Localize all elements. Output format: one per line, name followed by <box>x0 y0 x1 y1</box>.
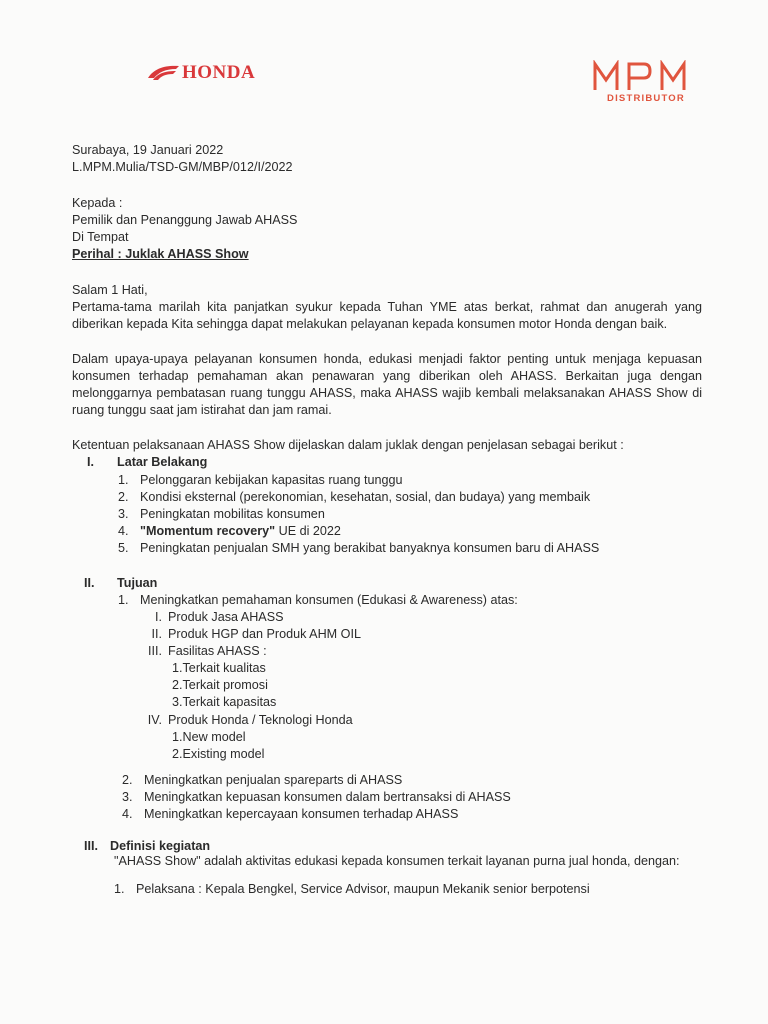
intro-line: Ketentuan pelaksanaan AHASS Show dijelaskan dalam juklak dengan penjelasan sebagai berikut : <box>72 438 624 452</box>
list-item <box>118 489 591 506</box>
list-item <box>118 506 325 523</box>
paragraph1-line: Pertama-tama marilah kita panjatkan syukur kepada Tuhan YME atas berkat, rahmat dan anugerah yang <box>72 300 702 314</box>
honda-logo-text: HONDA <box>182 62 256 83</box>
item-text: Meningkatkan penjualan spareparts di AHASS <box>144 773 403 787</box>
item-number: 1. <box>118 593 129 607</box>
item-text: Pelonggaran kebijakan kapasitas ruang tunggu <box>140 473 403 487</box>
item-text: Meningkatkan kepuasan konsumen dalam bertransaksi di AHASS <box>144 790 511 804</box>
section3-description: "AHASS Show" adalah aktivitas edukasi kepada konsumen terkait layanan purna jual honda, dengan: <box>114 854 680 868</box>
sub-sub-number: 2. <box>172 747 183 761</box>
sub-text: Produk Jasa AHASS <box>168 610 284 624</box>
item-text: Peningkatan mobilitas konsumen <box>140 507 325 521</box>
section1-numeral: I. <box>87 455 94 469</box>
sub-sub-number: 1. <box>172 730 183 744</box>
sub-sub-number: 2. <box>172 678 183 692</box>
section2-numeral: II. <box>84 576 95 590</box>
list-item <box>118 523 341 540</box>
paragraph2-line: Dalam upaya-upaya pelayanan konsumen honda, edukasi menjadi faktor penting untuk menjaga kepuasan <box>72 352 702 366</box>
honda-logo <box>146 62 255 84</box>
subject: Perihal : Juklak AHASS Show <box>72 247 249 261</box>
letter-date: Surabaya, 19 Januari 2022 <box>72 143 224 157</box>
sub-sub-text: New model <box>182 730 246 744</box>
paragraph2-line: konsumen terhadap pemahaman akan penawaran yang diberikan oleh AHASS. Berkaitan juga dengan <box>72 369 702 383</box>
item-bold-text: "Momentum recovery" <box>140 524 276 538</box>
paragraph2 <box>72 351 702 419</box>
item-text: Pelaksana : Kepala Bengkel, Service Advisor, maupun Mekanik senior berpotensi <box>136 882 590 896</box>
sub-sub-text: Existing model <box>182 747 265 761</box>
letter-reference: L.MPM.Mulia/TSD-GM/MBP/012/I/2022 <box>72 160 293 174</box>
sub-sub-item <box>172 746 264 763</box>
sub-sub-number: 1. <box>172 661 183 675</box>
list-item <box>122 789 511 806</box>
list-item <box>118 592 518 609</box>
sub-text: Fasilitas AHASS : <box>168 644 267 658</box>
item-number: 4. <box>118 524 129 538</box>
sub-sub-item <box>172 660 266 677</box>
section3-title: Definisi kegiatan <box>110 839 211 853</box>
item-text: Meningkatkan kepercayaan konsumen terhadap AHASS <box>144 807 459 821</box>
sub-sub-text: Terkait kapasitas <box>182 695 277 709</box>
recipient: Pemilik dan Penanggung Jawab AHASS <box>72 213 298 227</box>
item-text: Meningkatkan pemahaman konsumen (Edukasi & Awareness) atas: <box>140 593 518 607</box>
greeting: Salam 1 Hati, <box>72 283 148 297</box>
item-number: 3. <box>122 790 133 804</box>
greeting-block <box>72 282 702 333</box>
location: Di Tempat <box>72 230 129 244</box>
section3-numeral: III. <box>84 839 98 853</box>
list-item <box>114 881 590 898</box>
item-number: 1. <box>118 473 129 487</box>
sub-number: I. <box>155 610 162 624</box>
recipient-block <box>72 195 702 263</box>
honda-wing-icon <box>146 64 180 82</box>
item-text: Peningkatan penjualan SMH yang berakibat banyaknya konsumen baru di AHASS <box>140 541 600 555</box>
paragraph2-line: ruang tunggu saat jam istirahat dan jam ramai. <box>72 403 332 417</box>
item-number: 2. <box>118 490 129 504</box>
sub-sub-item <box>172 677 268 694</box>
sub-sub-item <box>172 694 276 711</box>
mpm-logo <box>584 60 696 104</box>
sub-number: II. <box>151 627 162 641</box>
sub-number: III. <box>148 644 162 658</box>
sub-text: Produk Honda / Teknologi Honda <box>168 713 353 727</box>
item-number: 5. <box>118 541 129 555</box>
list-item <box>118 472 403 489</box>
sub-sub-number: 3. <box>172 695 183 709</box>
paragraph1-line: diberikan kepada Kita sehingga dapat melakukan pelayanan kepada konsumen motor Honda dengan baik. <box>72 317 668 331</box>
section2-title: Tujuan <box>117 576 158 590</box>
sub-sub-text: Terkait promosi <box>182 678 268 692</box>
sub-number: IV. <box>147 713 162 727</box>
item-number: 1. <box>114 882 125 896</box>
sub-sub-text: Terkait kualitas <box>182 661 266 675</box>
list-item <box>122 806 459 823</box>
letter-meta <box>72 142 702 176</box>
list-item <box>118 540 600 557</box>
section1-title: Latar Belakang <box>117 455 208 469</box>
item-text: UE di 2022 <box>275 524 341 538</box>
mpm-logo-subtitle: DISTRIBUTOR <box>607 93 685 104</box>
to-label: Kepada : <box>72 196 123 210</box>
sub-sub-item <box>172 729 246 746</box>
item-number: 3. <box>118 507 129 521</box>
paragraph2-line: melonggarnya pembatasan ruang tunggu AHASS, maka AHASS wajib kembali melaksanakan AHASS Show di <box>72 386 702 400</box>
item-number: 2. <box>122 773 133 787</box>
item-number: 4. <box>122 807 133 821</box>
item-text: Kondisi eksternal (perekonomian, kesehatan, sosial, dan budaya) yang membaik <box>140 490 591 504</box>
mpm-logo-icon <box>592 60 688 92</box>
mpm-logo-mark <box>584 60 696 92</box>
sub-text: Produk HGP dan Produk AHM OIL <box>168 627 361 641</box>
list-item <box>122 772 403 789</box>
